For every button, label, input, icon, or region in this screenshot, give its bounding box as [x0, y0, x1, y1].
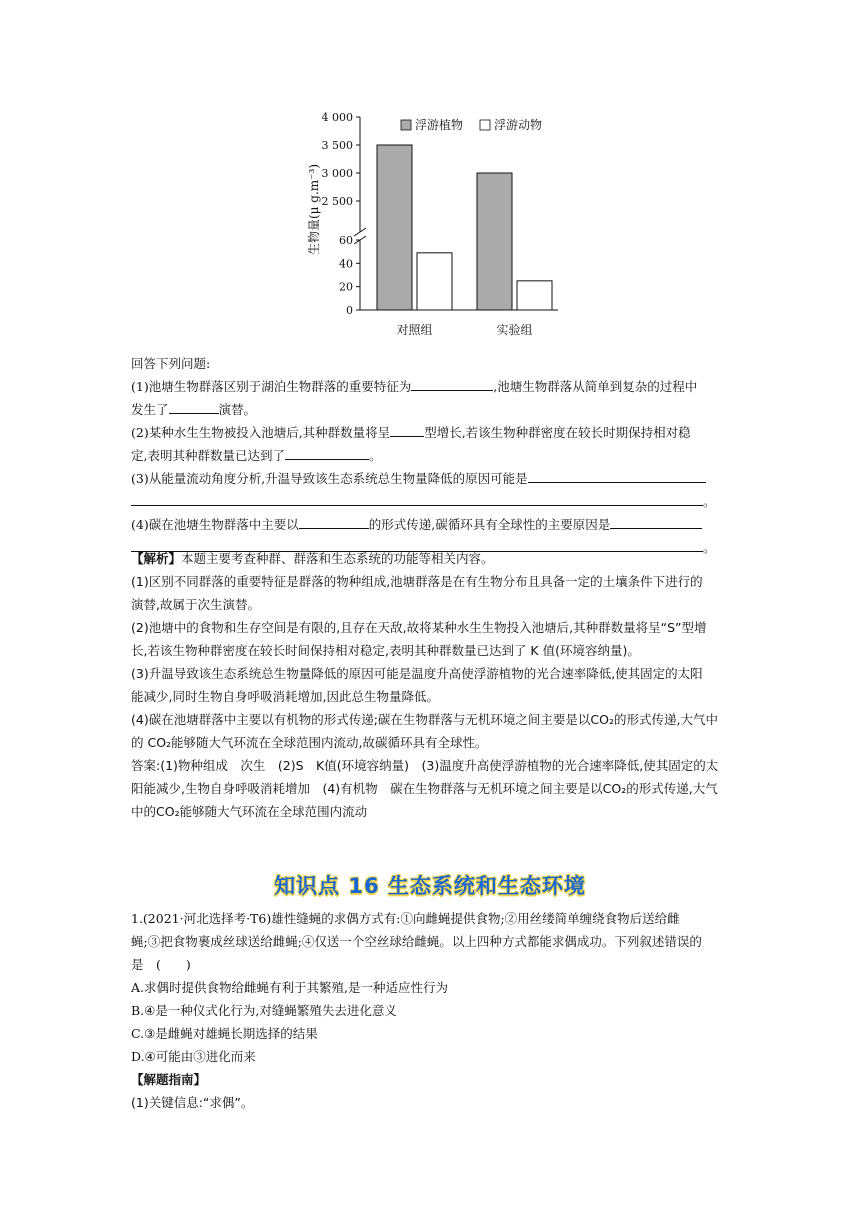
- y-tick-label: 40: [339, 257, 353, 271]
- option-d: D.④可能由③进化而来: [131, 1049, 256, 1064]
- bar-phytoplankton-1: [477, 173, 512, 310]
- y-tick-label: 2 500: [321, 195, 353, 208]
- answer-blank: [169, 399, 219, 414]
- solution-guide-label: 【解题指南】: [131, 1072, 207, 1087]
- problem-stem-line: 1.(2021·河北选择考·T6)雄性缝蝇的求偶方式有:①向雌蝇提供食物;②用丝缕简单缠绕食物后送给雌: [131, 911, 680, 926]
- y-ticks: [322, 111, 361, 317]
- analysis-line: 的 CO₂能够随大气环流在全球范围内流动,故碳循环具有全球性。: [131, 735, 488, 750]
- answer-blank: [390, 422, 424, 437]
- answer-blank: [285, 445, 369, 460]
- analysis-line: (1)区别不同群落的重要特征是群落的物种组成,池塘群落是在有生物分布且具备一定的土壤条件下进行的: [131, 574, 703, 589]
- question-4-line-2: 。: [131, 536, 731, 559]
- section-heading: 知识点 16 生态系统和生态环境: [274, 874, 586, 898]
- legend-swatch-zooplankton: [480, 120, 490, 130]
- question-4-line-1: (4)碳在池塘生物群落中主要以 的形式传递,碳循环具有全球性的主要原因是: [131, 513, 731, 536]
- x-tick-label: 实验组: [496, 323, 533, 337]
- question-2-line-1: (2)某种水生生物被投入池塘后,其种群数量将呈 型增长,若该生物种群密度在较长时期保持相对稳: [131, 421, 731, 444]
- analysis-line: (2)池塘中的食物和生存空间是有限的,且存在天敌,故将某种水生生物投入池塘后,其种群数量将呈“S”型增: [131, 620, 707, 635]
- question-1-line-2: 发生了 演替。: [131, 398, 731, 421]
- question-3-line-2: 。: [131, 490, 731, 513]
- answer-blank: [411, 376, 493, 391]
- option-a: A.求偶时提供食物给雌蝇有利于其繁殖,是一种适应性行为: [131, 980, 448, 995]
- answer-blank: [610, 514, 702, 529]
- analysis-block: [131, 547, 731, 823]
- problem-stem-line: 蝇;③把食物裹成丝球送给雌蝇;④仅送一个空丝球给雌蝇。以上四种方式都能求偶成功。下列叙述错误的: [131, 934, 702, 949]
- bar-zooplankton-1: [517, 281, 552, 310]
- analysis-line: (3)升温导致该生态系统总生物量降低的原因可能是温度升高使浮游植物的光合速率降低,使其固定的太阳: [131, 666, 703, 681]
- y-axis-label: 生物量(μ g.m⁻³): [307, 164, 321, 255]
- answer-line: 答案:(1)物种组成 次生 (2)S K值(环境容纳量) (3)温度升高使浮游植物的光合速率降低,使其固定的太: [131, 758, 719, 773]
- analysis-intro: 【解析】本题主要考查种群、群落和生态系统的功能等相关内容。: [131, 551, 494, 566]
- answer-blank: [131, 491, 703, 506]
- legend-swatch-phytoplankton: [401, 120, 411, 130]
- bar-phytoplankton-0: [377, 145, 412, 310]
- legend: [401, 117, 542, 132]
- y-tick-label: 60: [339, 234, 353, 247]
- y-tick-label: 3 500: [321, 139, 353, 152]
- analysis-line: 能减少,同时生物自身呼吸消耗增加,因此总生物量降低。: [131, 689, 439, 704]
- bar-zooplankton-0: [417, 253, 452, 310]
- question-1-line-1: (1)池塘生物群落区别于湖泊生物群落的重要特征为 ,池塘生物群落从简单到复杂的过程中: [131, 375, 731, 398]
- analysis-line: 长,若该生物种群密度在较长时间保持相对稳定,表明其种群数量已达到了 K 值(环境容纳量)。: [131, 643, 640, 658]
- option-b: B.④是一种仪式化行为,对缝蝇繁殖失去进化意义: [131, 1003, 397, 1018]
- question-3-line-1: (3)从能量流动角度分析,升温导致该生态系统总生物量降低的原因可能是: [131, 467, 731, 490]
- y-tick-label: 20: [339, 280, 353, 294]
- y-tick-label: 3 000: [321, 167, 353, 180]
- key-info: (1)关键信息:“求偶”。: [131, 1095, 254, 1110]
- bars: [377, 145, 552, 310]
- question-block: [131, 352, 731, 559]
- answer-blank: [528, 468, 706, 483]
- option-c: C.③是雌蝇对雄蝇长期选择的结果: [131, 1026, 318, 1041]
- problem-stem-line: 是 ( ): [131, 957, 191, 972]
- legend-phytoplankton: 浮游植物: [415, 118, 464, 132]
- analysis-line: (4)碳在池塘群落中主要以有机物的形式传递;碳在生物群落与无机环境之间主要是以CO₂的形式传递,大气中: [131, 712, 718, 727]
- x-tick-label: 对照组: [396, 323, 433, 337]
- question-2-line-2: 定,表明其种群数量已达到了 。: [131, 444, 731, 467]
- y-tick-label: 0: [346, 304, 353, 317]
- answer-line: 中的CO₂能够随大气环流在全球范围内流动: [131, 804, 368, 819]
- problem-block: [131, 907, 731, 1114]
- analysis-line: 演替,故属于次生演替。: [131, 597, 260, 612]
- y-tick-label: 4 000: [321, 111, 353, 124]
- answer-line: 阳能减少,生物自身呼吸消耗增加 (4)有机物 碳在生物群落与无机环境之间主要是以CO₂的形式传递,大气: [131, 781, 718, 796]
- legend-zooplankton: 浮游动物: [494, 118, 543, 132]
- answer-blank: [299, 514, 369, 529]
- biomass-bar-chart: [300, 100, 570, 350]
- x-tick-labels: [396, 322, 532, 337]
- questions-intro: 回答下列问题:: [131, 356, 211, 371]
